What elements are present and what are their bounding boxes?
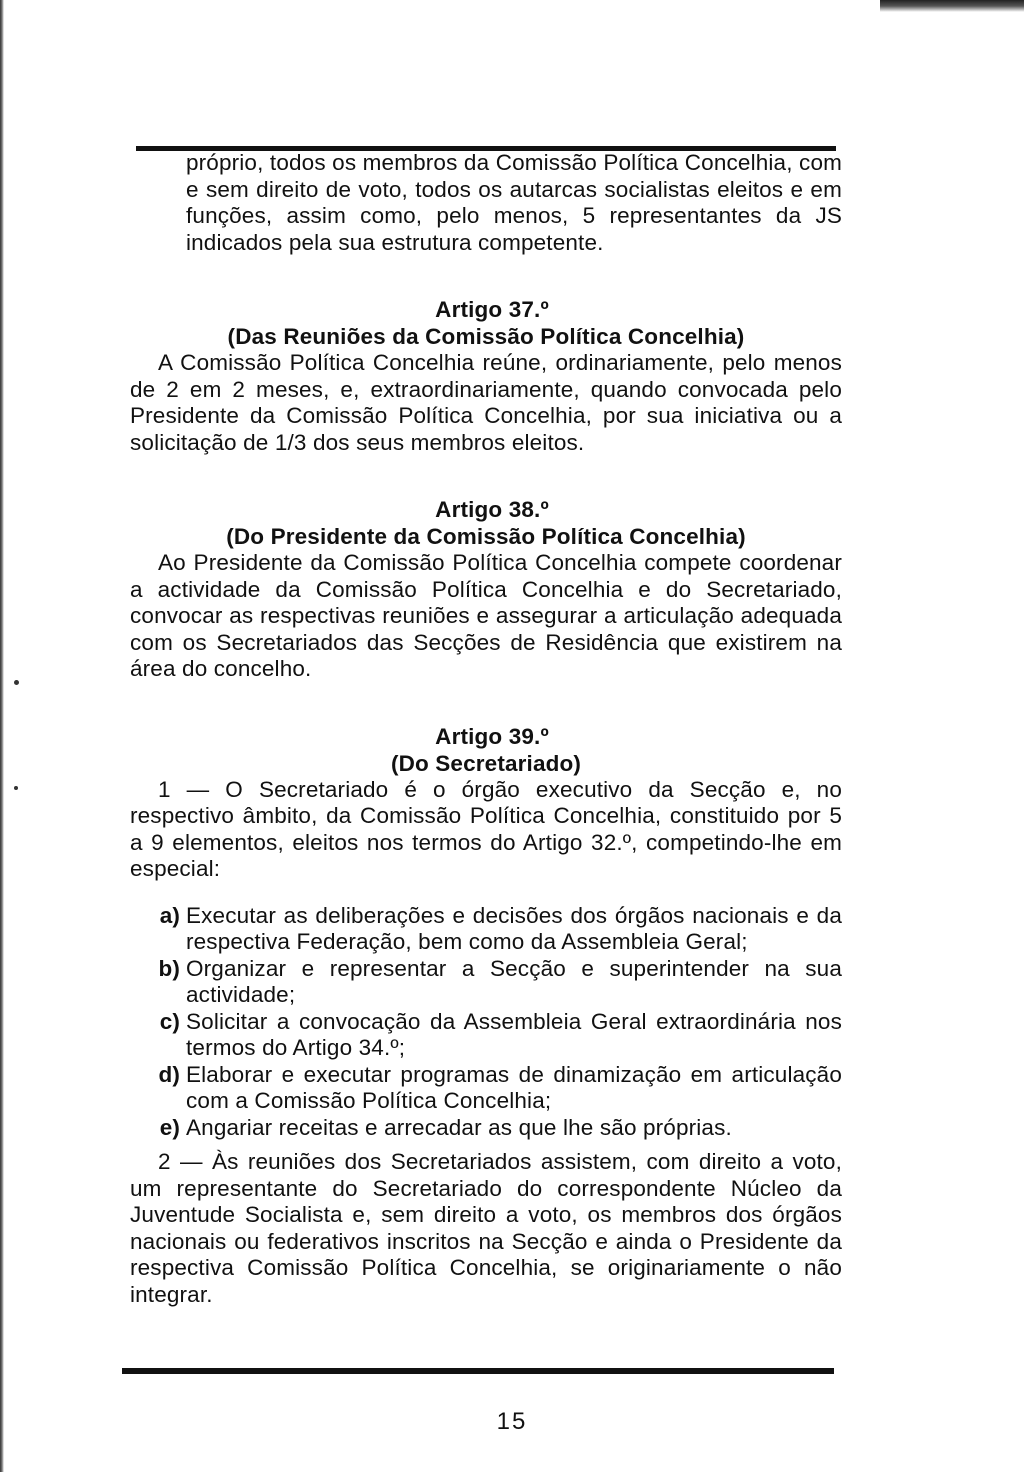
item-text: Elaborar e executar programas de dinamização em articulação com a Comissão Política Concelhia; <box>186 1061 842 1113</box>
article-number: Artigo 37.º <box>435 297 549 322</box>
article-heading <box>130 296 842 350</box>
item-list <box>130 903 842 1142</box>
article-body: A Comissão Política Concelhia reúne, ordinariamente, pelo menos de 2 em 2 meses, e, extraordinariamente, quando convocada pelo Presidente da Comissão Política Concelhia, por sua iniciativa ou a solicitação de 1/3 dos seus membros eleitos. <box>130 350 842 455</box>
item-text: Solicitar a convocação da Assembleia Geral extraordinária nos termos do Artigo 34.º; <box>186 1008 842 1060</box>
article-number: Artigo 39.º <box>435 723 549 749</box>
article-heading <box>130 723 842 777</box>
scan-edge-top <box>880 0 1024 12</box>
article-title: (Do Secretariado) <box>390 750 582 776</box>
list-item <box>130 1009 842 1062</box>
list-item <box>130 903 842 956</box>
opening-paragraph: próprio, todos os membros da Comissão Política Concelhia, com e sem direito de voto, todos os autarcas socialistas eleitos e em funções, assim como, pelo menos, 5 representantes da JS indicados pela sua estrutura competente. <box>186 150 842 255</box>
article-heading <box>130 496 842 550</box>
article-38 <box>130 496 842 683</box>
item-label: e) <box>159 1114 180 1140</box>
scan-speck <box>14 786 18 790</box>
scan-speck <box>14 680 19 685</box>
item-label: a) <box>159 902 180 928</box>
article-39 <box>130 723 842 1309</box>
item-text: Organizar e representar a Secção e superintender na sua actividade; <box>186 955 842 1007</box>
bottom-rule <box>122 1368 834 1374</box>
scan-edge-left <box>0 0 4 1472</box>
item-text: Executar as deliberações e decisões dos órgãos nacionais e da respectiva Federação, bem como da Assembleia Geral; <box>186 902 842 954</box>
page-content <box>130 150 842 1308</box>
item-label: b) <box>158 955 180 981</box>
list-item <box>130 1062 842 1115</box>
list-item <box>130 956 842 1009</box>
article-point-1: 1 — O Secretariado é o órgão executivo da Secção e, no respectivo âmbito, da Comissão Política Concelhia, constituido por 5 a 9 elementos, eleitos nos termos do Artigo 32.º, competindo-lhe em especial: <box>130 776 842 881</box>
article-point-2: 2 — Às reuniões dos Secretariados assistem, com direito a voto, um representante do Secretariado do correspondente Núcleo da Juventude Socialista e, sem direito a voto, os membros dos órgãos nacionais ou federativos inscritos na Secção e ainda o Presidente da respectiva Comissão Política Concelhia, se originariamente o não integrar. <box>130 1149 842 1307</box>
item-text: Angariar receitas e arrecadar as que lhe são próprias. <box>186 1114 732 1140</box>
article-number: Artigo 38.º <box>435 497 549 522</box>
page-number: 15 <box>496 1408 528 1435</box>
article-37 <box>130 296 842 456</box>
article-title: (Do Presidente da Comissão Política Concelhia) <box>226 524 746 549</box>
item-label: d) <box>158 1061 180 1087</box>
article-title: (Das Reuniões da Comissão Política Concelhia) <box>227 324 745 349</box>
article-body: Ao Presidente da Comissão Política Concelhia compete coordenar a actividade da Comissão Política Concelhia e do Secretariado, convocar as respectivas reuniões e assegurar a articulação adequada com os Secretariados das Secções de Residência que existirem na área do concelho. <box>130 550 842 681</box>
item-label: c) <box>159 1008 180 1034</box>
list-item <box>130 1115 842 1142</box>
